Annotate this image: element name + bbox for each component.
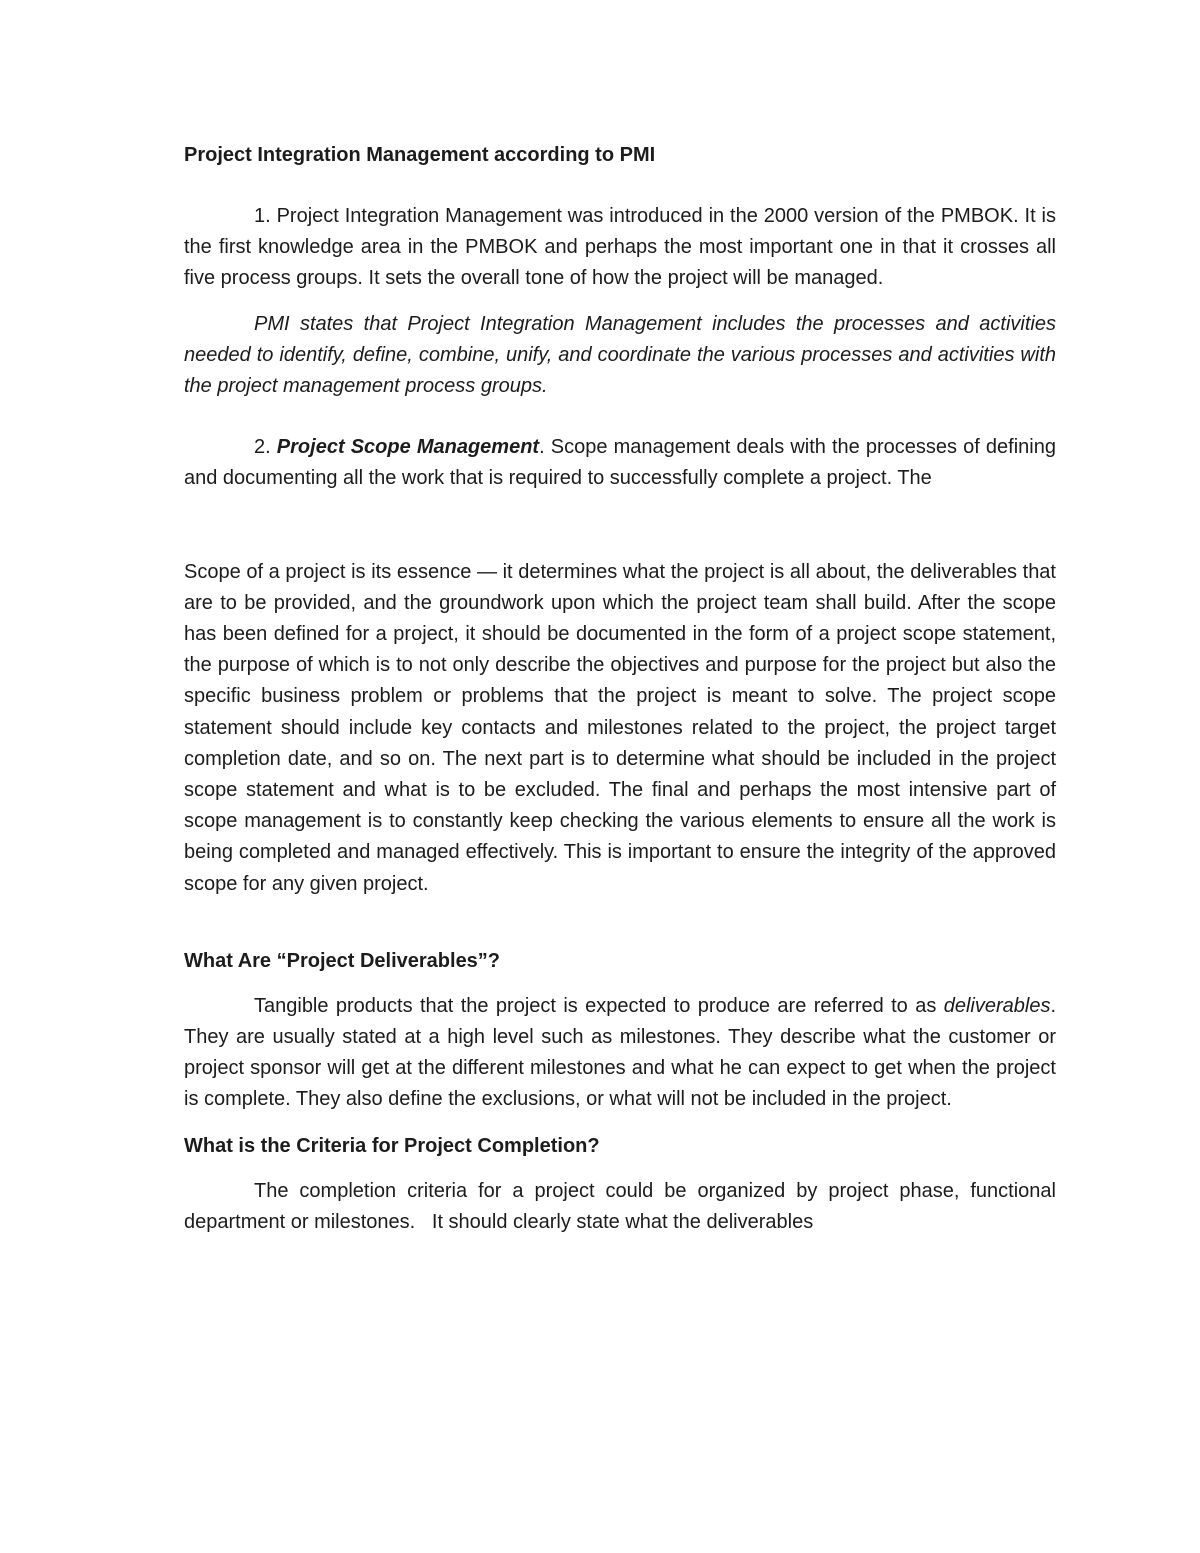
document-title: Project Integration Management according to PMI [184,144,656,166]
deliverables-heading: What Are “Project Deliverables”? [184,949,501,972]
deliverables-rest: . They are usually stated at a high level such as milestones. They describe what the customer or project sponsor will get at the different milestones and what he can expect to get when the project is complete. They also define the exclusions, or what will not be included in the project. [184,994,1057,1111]
completion-paragraph: The completion criteria for a project could be organized by project phase, functional department or milestones. It should clearly state what the deliverables [184,1179,1062,1233]
deliverables-paragraph [184,991,1056,1116]
item-2-text: Scope management deals with the processes of defining and documenting all the work that is required to successfully complete a project. The [184,436,1056,490]
deliverables-term: deliverables [943,994,1051,1017]
item-2-number: 2. [254,436,271,459]
item-2-paragraph [184,432,1056,494]
pmi-quote-paragraph: PMI states that Project Integration Management includes the processes and activities needed to identify, define, combine, unify, and coordinate the various processes and activities with the project management process groups. [184,312,1056,398]
deliverables-lead: Tangible products that the project is expected to produce are referred to as [254,994,937,1017]
item-2-term: Project Scope Management [276,436,540,459]
item-1-paragraph: 1. Project Integration Management was introduced in the 2000 version of the PMBOK. It is the first knowledge area in the PMBOK and perhaps the most important one in that it crosses all five process groups. It sets the overall tone of how the project will be managed. [184,205,1056,290]
item-2-period: . [539,436,545,459]
completion-heading: What is the Criteria for Project Completion? [184,1134,600,1157]
scope-paragraph: Scope of a project is its essence — it determines what the project is all about, the deliverables that are to be provided, and the groundwork upon which the project team shall build. After the scope has been defined for a project, it should be documented in the form of a project scope statement, the purpose of which is to not only describe the objectives and purpose for the project but also the specific business problem or problems that the project is meant to solve. The project scope statement should include key contacts and milestones related to the project, the project target completion date, and so on. The next part is to determine what should be included in the project scope statement and what is to be excluded. The final and perhaps the most intensive part of scope management is to constantly keep checking the various elements to ensure all the work is being completed and managed effectively. This is important to ensure the integrity of the approved scope for any given project. [184,560,1056,895]
document-body [184,140,1062,1238]
